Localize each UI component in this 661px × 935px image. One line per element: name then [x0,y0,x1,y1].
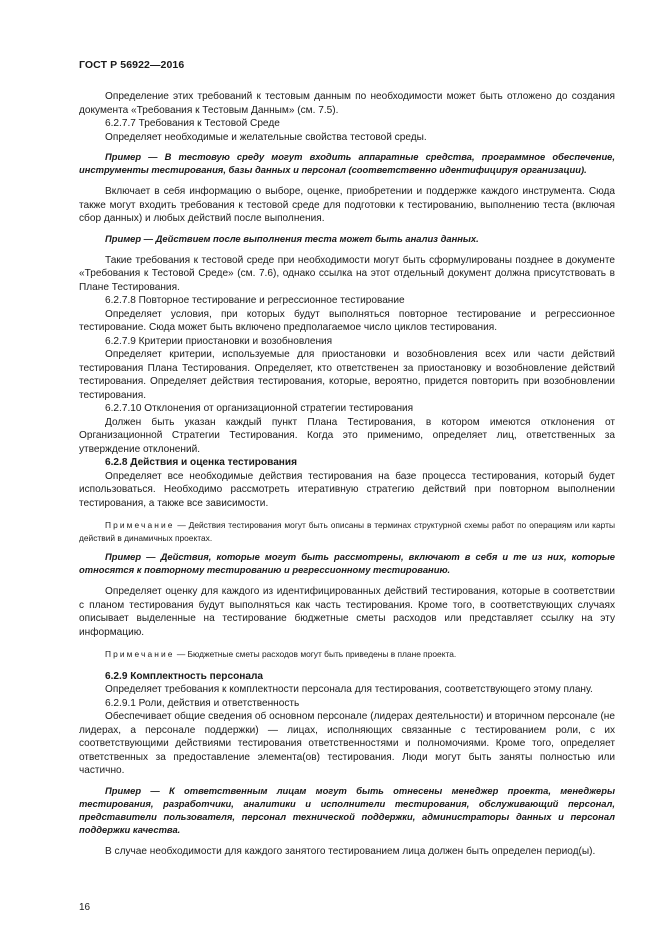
body-paragraph: Определяет требования к комплектности персонала для тестирования, соответствующего этому плану. [105,684,593,695]
body-paragraph: Определяет условия, при которых будут выполняться повторное тестирование и регрессионное тестирование. Сюда может быть включено предполагаемое число циклов тестирования. [79,308,615,333]
clause-heading: 6.2.7.8 Повторное тестирование и регрессионное тестирование [105,295,405,306]
body-paragraph: Обеспечивает общие сведения об основном персонале (лидерах деятельности) и вторичном персонале (не лидерах, а персонале поддержки) — лицах, исполняющих связанные с тестированием роли, с их соответствующими действиями тестирования ответственностями и полномочиями. Кроме того, определяет ответственных за предоставление элемента(ов) тестирования. Люди могут быть заняты полностью или частично. [79,711,615,776]
clause-heading: 6.2.7.10 Отклонения от организационной стратегии тестирования [105,403,414,414]
body-paragraph: Должен быть указан каждый пункт Плана Тестирования, в котором имеются отклонения от Организационной Стратегии Тестирования. Когда это применимо, определяет лиц, ответственных за утверждение отклонений. [79,416,615,455]
example-paragraph: Пример — К ответственным лицам могут быть отнесены менеджер проекта, менеджеры тестирования, разработчики, аналитики и исполнители тестирования, обслуживающий персонал, представители пользователя, персонал технической поддержки, администраторы данных и персонал поддержки качества. [79,784,615,835]
document-header: ГОСТ Р 56922—2016 [79,59,185,71]
note-label: Примечание [105,520,175,530]
example-paragraph: Пример — Действием после выполнения теста может быть анализ данных. [105,232,479,244]
body-paragraph: Определяет критерии, используемые для приостановки и возобновления всех или части действий тестирования Плана Тестирования. Определяет, кто ответственен за приостановку и возобновление действий тестирования. Определяет действия тестирования, которые, вероятно, придется повторить при возобновлении тестирования. [79,349,615,401]
body-paragraph: Включает в себя информацию о выборе, оценке, приобретении и поддержке каждого инструмента. Сюда также могут входить требования к тестовой среде для подготовки к тестированию, выполнению теста (включая сбор данных) и любых действий после выполнения. [79,186,615,224]
body-paragraph: Определяет оценку для каждого из идентифицированных действий тестирования, которые в соответствии с планом тестирования будут выполняться как часть тестирования. Кроме того, в соответствующих случаях описывает выделенные на тестирование бюджетные сметы расходов или представляет ссылку на эту информацию. [79,586,615,638]
example-paragraph: Пример — В тестовую среду могут входить аппаратные средства, программное обеспечение, инструменты тестирования, базы данных и персонал (соответственно идентифицируя организации). [79,151,615,175]
body-paragraph: Определяет все необходимые действия тестирования на базе процесса тестирования, который будет использоваться. Необходимо рассмотреть итеративную стратегию действий при повторном выполнении тестирования, а также все зависимости. [79,470,615,509]
note-paragraph [79,519,615,544]
clause-heading: 6.2.7.7 Требования к Тестовой Среде [105,118,280,129]
body-paragraph: Определяет необходимые и желательные свойства тестовой среды. [105,131,427,143]
note-text: — Действия тестирования могут быть описаны в терминах структурной схемы работ по операциям или карты действий в динамичных проектах. [79,520,616,543]
clause-heading: 6.2.7.9 Критерии приостановки и возобновления [105,335,333,347]
note-paragraph [79,648,615,661]
body-paragraph: В случае необходимости для каждого занятого тестированием лица должен быть определен период(ы). [105,845,596,857]
section-heading: 6.2.9 Комплектность персонала [105,670,263,682]
page-number: 16 [79,902,91,913]
body-paragraph: Такие требования к тестовой среде при необходимости могут быть сформулированы позднее в документе «Требования к Тестовой Среде» (см. 7.6), однако ссылка на этот отдельный документ должна присутствовать в Плане Тестирования. [79,254,615,293]
body-paragraph: Определение этих требований к тестовым данным по необходимости может быть отложено до создания документа «Требования к Тестовым Данным» (см. 7.5). [79,91,615,116]
section-heading: 6.2.8 Действия и оценка тестирования [105,457,298,468]
example-paragraph: Пример — Действия, которые могут быть рассмотрены, включают в себя и те из них, которые относятся к повторному тестированию и регрессионному тестированию. [79,551,615,575]
note-text: — Бюджетные сметы расходов могут быть приведены в плане проекта. [176,649,457,659]
note-label: Примечание [105,649,175,659]
page-body [79,90,615,858]
clause-heading: 6.2.9.1 Роли, действия и ответственность [105,697,300,709]
